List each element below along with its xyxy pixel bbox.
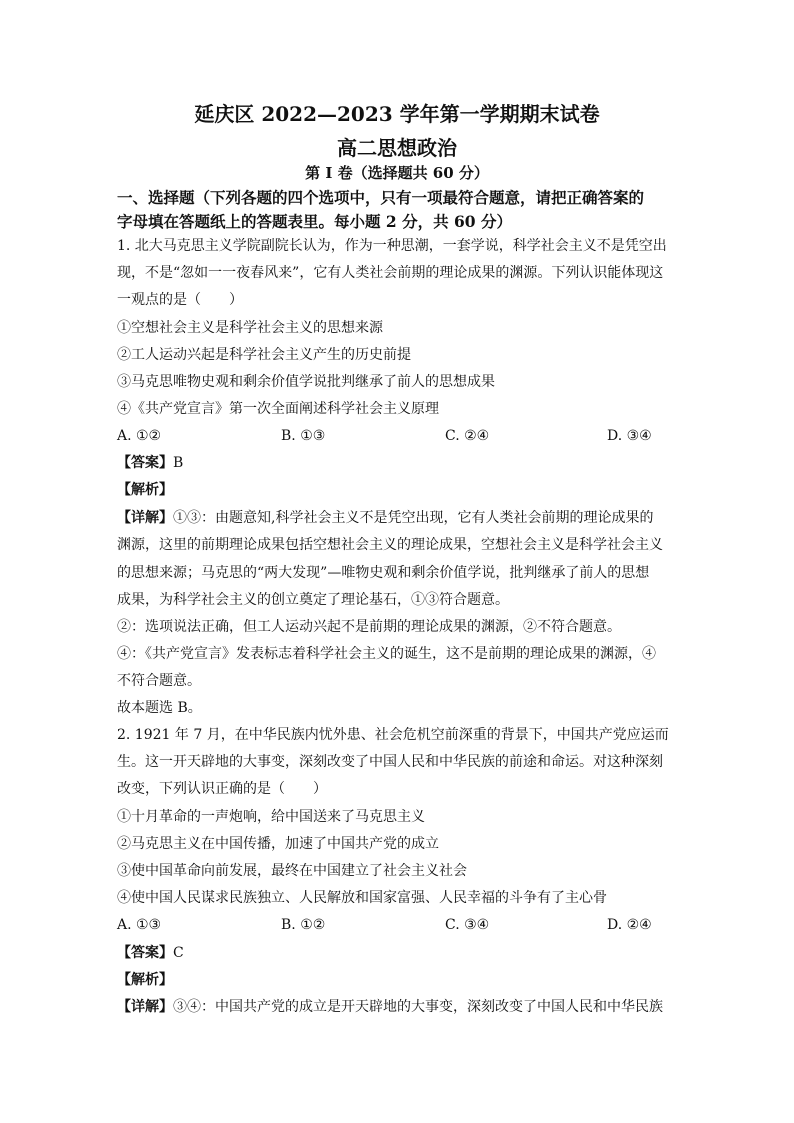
q1-item-2: ②工人运动兴起是科学社会主义产生的历史前提 <box>117 347 411 363</box>
q2-answer-row <box>117 943 677 963</box>
q1-answer-value: B <box>173 455 184 471</box>
q2-option-a: A. ①③ <box>117 917 162 933</box>
q1-stem-line1: 1. 北大马克思主义学院副院长认为，作为一种思潮，一套学说，科学社会主义不是凭空出 <box>117 238 667 254</box>
q2-option-b: B. ①② <box>281 917 326 933</box>
q2-answer-value: C <box>173 945 184 961</box>
q1-item-1: ①空想社会主义是科学社会主义的思想来源 <box>117 320 383 336</box>
section-heading-line2: 字母填在答题纸上的答题表里。每小题 2 分，共 60 分） <box>117 212 512 231</box>
q1-option-c: C. ②④ <box>445 428 490 444</box>
q1-detail-line6: ④：《共产党宣言》发表标志着科学社会主义的诞生，这不是前期的理论成果的渊源，④ <box>117 646 656 662</box>
q2-detail-text1: ③④：中国共产党的成立是开天辟地的大事变，深刻改变了中国人民和中华民族 <box>173 999 663 1015</box>
q2-item-3: ③使中国革命向前发展，最终在中国建立了社会主义社会 <box>117 863 467 879</box>
q2-option-c: C. ③④ <box>445 917 490 933</box>
q1-answer-row <box>117 453 677 473</box>
q1-detail-line4: 成果，为科学社会主义的创立奠定了理论基石，①③符合题意。 <box>117 592 509 608</box>
q1-item-3: ③马克思唯物史观和剩余价值学说批判继承了前人的思想成果 <box>117 374 495 390</box>
q2-answer-label: 【答案】 <box>117 945 173 961</box>
q1-detail-text1: ①③：由题意知,科学社会主义不是凭空出现，它有人类社会前期的理论成果的 <box>173 510 654 526</box>
q2-item-1: ①十月革命的一声炮响，给中国送来了马克思主义 <box>117 809 425 825</box>
q1-detail-line3: 的思想来源；马克思的“两大发现”—唯物史观和剩余价值学说，批判继承了前人的思想 <box>117 565 650 581</box>
q1-answer-label: 【答案】 <box>117 455 173 471</box>
q1-detail-label: 【详解】 <box>117 510 173 526</box>
exam-title: 延庆区 2022—2023 学年第一学期期末试卷 <box>194 102 600 126</box>
q2-stem-line3: 改变，下列认识正确的是（ ） <box>117 781 327 797</box>
q1-detail-line5: ②：选项说法正确，但工人运动兴起不是前期的理论成果的渊源，②不符合题意。 <box>117 619 621 635</box>
q1-detail-line1 <box>117 508 677 528</box>
q2-stem-line1: 2. 1921 年 7 月，在中华民族内忧外患、社会危机空前深重的背景下，中国共产党应运而 <box>117 727 669 743</box>
q2-detail-line1 <box>117 997 677 1017</box>
q2-stem-line2: 生。这一开天辟地的大事变，深刻改变了中国人民和中华民族的前途和命运。对这种深刻 <box>117 754 663 770</box>
q2-option-d: D. ②④ <box>607 917 652 933</box>
q2-item-2: ②马克思主义在中国传播，加速了中国共产党的成立 <box>117 836 439 852</box>
q1-stem-line2: 现，不是“忽如一一夜春风来”，它有人类社会前期的理论成果的渊源。下列认识能体现这 <box>117 265 664 281</box>
q1-conclusion: 故本题选 B。 <box>117 700 202 716</box>
q1-detail-line7: 不符合题意。 <box>117 673 201 689</box>
q1-detail-line2: 渊源，这里的前期理论成果包括空想社会主义的理论成果，空想社会主义是科学社会主义 <box>117 537 663 553</box>
q1-stem-line3: 一观点的是（ ） <box>117 292 243 308</box>
q2-analysis-label: 【解析】 <box>117 972 173 988</box>
q2-item-4: ④使中国人民谋求民族独立、人民解放和国家富强、人民幸福的斗争有了主心骨 <box>117 890 607 906</box>
q1-option-d: D. ③④ <box>607 428 652 444</box>
q2-detail-label: 【详解】 <box>117 999 173 1015</box>
exam-part-label: 第 I 卷（选择题共 60 分） <box>305 164 489 182</box>
exam-subject: 高二思想政治 <box>337 136 457 160</box>
q1-item-4: ④《共产党宣言》第一次全面阐述科学社会主义原理 <box>117 401 439 417</box>
q1-option-a: A. ①② <box>117 428 162 444</box>
section-heading-line1: 一、选择题（下列各题的四个选项中，只有一项最符合题意，请把正确答案的 <box>117 188 645 207</box>
q1-option-b: B. ①③ <box>281 428 326 444</box>
q1-analysis-label: 【解析】 <box>117 482 173 498</box>
